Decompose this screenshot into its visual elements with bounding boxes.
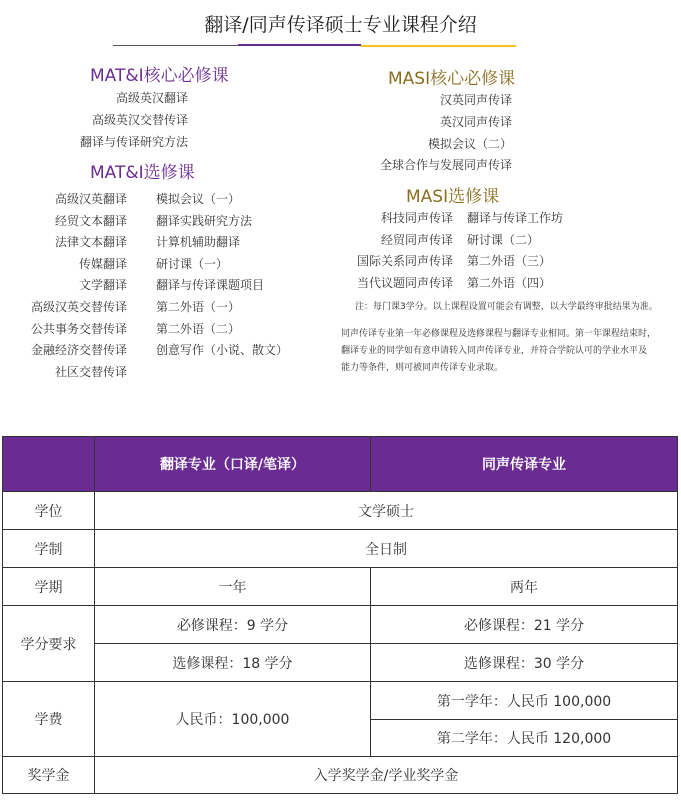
- mat-elective-right-item: 模拟会议（一）: [156, 192, 241, 206]
- mat-elective-left-item: 公共事务交替传译: [30, 322, 127, 336]
- title-underline-gray: [113, 45, 238, 46]
- mat-core-item: 翻译与传译研究方法: [80, 135, 189, 149]
- masi-elective-right-item: 研讨课（二）: [467, 233, 540, 247]
- mat-core-item: 高级英汉翻译: [116, 91, 189, 105]
- fees-masi-year1: 第一学年：人民币 100,000: [371, 682, 678, 720]
- transfer-note-line: 同声传译专业第一年必修课程及选修课程与翻译专业相同。第一年课程结束时，: [341, 329, 657, 339]
- mat-elective-left-item: 高级汉英翻译: [54, 192, 127, 206]
- masi-elective-heading: MASI选修课: [406, 187, 500, 207]
- mat-core-heading: MAT&I核心必修课: [90, 66, 229, 86]
- credits-mat-required: 必修课程：9 学分: [95, 606, 371, 644]
- masi-elective-left-item: 科技同声传译: [380, 211, 453, 225]
- mat-elective-heading: MAT&I选修课: [90, 163, 195, 183]
- masi-core-item: 全球合作与发展同声传译: [380, 158, 513, 172]
- scholarship-value: 入学奖学金/学业奖学金: [95, 757, 678, 794]
- credits-masi-elective: 选修课程：30 学分: [371, 644, 678, 682]
- mat-elective-right-item: 第二外语（二）: [156, 322, 241, 336]
- table-row: [3, 530, 678, 568]
- program-comparison-table: [2, 436, 678, 794]
- mat-elective-right-item: 第二外语（一）: [156, 300, 241, 314]
- duration-mat: 一年: [95, 568, 371, 606]
- mat-elective-left-item: 高级汉英交替传译: [30, 300, 127, 314]
- masi-elective-left-item: 当代议题同声传译: [356, 276, 453, 290]
- mat-elective-left-item: 法律文本翻译: [54, 235, 127, 249]
- masi-elective-right-item: 第二外语（三）: [467, 254, 552, 268]
- masi-elective-left-item: 经贸同声传译: [380, 233, 453, 247]
- row-label-scholarship: 奖学金: [3, 757, 95, 794]
- mat-elective-right-item: 计算机辅助翻译: [156, 235, 241, 249]
- table-row: [3, 606, 678, 644]
- row-label-mode: 学制: [3, 530, 95, 568]
- mat-elective-left-item: 文学翻译: [78, 278, 127, 292]
- masi-elective-left-item: 国际关系同声传译: [356, 254, 453, 268]
- table-header-empty: [3, 437, 95, 492]
- mat-elective-left-item: 金融经济交替传译: [30, 343, 127, 357]
- row-label-fees: 学费: [3, 682, 95, 757]
- title-underline-purple: [238, 44, 361, 46]
- page-title: 翻译/同声传译硕士专业课程介绍: [204, 14, 477, 36]
- table-header-masi: 同声传译专业: [371, 437, 678, 492]
- mat-elective-right-item: 创意写作（小说、散文）: [156, 343, 289, 357]
- mat-elective-right-item: 翻译与传译课题项目: [156, 278, 265, 292]
- masi-elective-right-item: 第二外语（四）: [467, 276, 552, 290]
- masi-elective-right-item: 翻译与传译工作坊: [467, 211, 564, 225]
- table-row: [3, 682, 678, 720]
- table-row: [3, 757, 678, 794]
- masi-core-item: 英汉同声传译: [440, 115, 513, 129]
- table-header-mat: 翻译专业（口译/笔译）: [95, 437, 371, 492]
- mat-elective-right-item: 翻译实践研究方法: [156, 214, 253, 228]
- transfer-note-line: 能力等条件，则可被同声传译专业录取。: [341, 363, 504, 373]
- masi-core-item: 汉英同声传译: [440, 93, 513, 107]
- row-label-degree: 学位: [3, 492, 95, 530]
- row-label-credits: 学分要求: [3, 606, 95, 682]
- mat-core-item: 高级英汉交替传译: [92, 113, 189, 127]
- table-row: [3, 568, 678, 606]
- degree-value: 文学硕士: [95, 492, 678, 530]
- mat-elective-left-item: 传媒翻译: [78, 257, 127, 271]
- credit-note: 注：每门课3学分。以上课程设置可能会有调整，以大学最终审批结果为准。: [355, 302, 658, 312]
- table-row: [3, 644, 678, 682]
- credits-masi-required: 必修课程：21 学分: [371, 606, 678, 644]
- credits-mat-elective: 选修课程：18 学分: [95, 644, 371, 682]
- mode-value: 全日制: [95, 530, 678, 568]
- masi-core-item: 模拟会议（二）: [428, 137, 513, 151]
- mat-elective-left-item: 经贸文本翻译: [54, 214, 127, 228]
- transfer-note-line: 翻译专业的同学如有意申请转入同声传译专业，并符合学院认可的学业水平及: [341, 346, 648, 356]
- fees-mat: 人民币：100,000: [95, 682, 371, 757]
- fees-masi-year2: 第二学年：人民币 120,000: [371, 720, 678, 757]
- mat-elective-right-item: 研讨课（一）: [156, 257, 229, 271]
- mat-elective-left-item: 社区交替传译: [54, 365, 127, 379]
- table-header-row: [3, 437, 678, 492]
- title-underline-gold: [361, 45, 516, 47]
- masi-core-heading: MASI核心必修课: [388, 69, 516, 89]
- table-row: [3, 492, 678, 530]
- duration-masi: 两年: [371, 568, 678, 606]
- row-label-duration: 学期: [3, 568, 95, 606]
